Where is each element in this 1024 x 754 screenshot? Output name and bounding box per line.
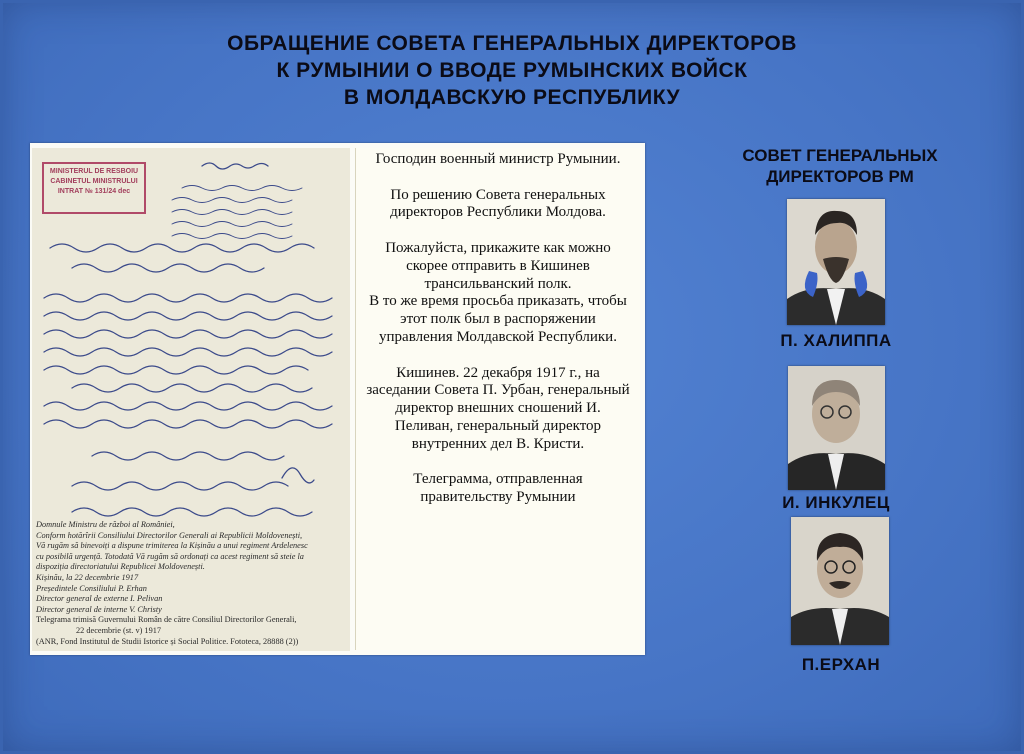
member-name-2: И. ИНКУЛЕЦ bbox=[782, 493, 890, 512]
council-heading: СОВЕТ ГЕНЕРАЛЬНЫХ ДИРЕКТОРОВ РМ bbox=[742, 146, 938, 186]
translation-paragraph-3: Пожалуйста, прикажите как можно скорее отправить в Кишинев трансильванский полк. bbox=[385, 239, 611, 292]
telegram-scan-image bbox=[32, 148, 350, 651]
portrait-halippa-image bbox=[787, 199, 885, 325]
translation-paragraph-2: По решению Совета генеральных директоров Республики Молдова. bbox=[390, 186, 606, 221]
portrait-inculet-image bbox=[788, 366, 885, 490]
translation-paragraph-4: В то же время просьба приказать, чтобы этот полк был в распоряжении управления Молдавской Республики. bbox=[369, 293, 627, 345]
telegram-transcription: Domnule Ministru de război al României, Conform hotărîrii Consiliului Directorilor Generali ai Republicii Moldovenești, Vă rugăm să binevoiți a dispune trimiterea la Kișinău a unui regiment Ardelenesc cu posibilă urgență. Totodată Vă rugăm să ordonați ca acest regiment să steie la dispoziția directoriatului Republicei Moldovenești. Kișinău, la 22 decembrie 1917 Președintele Consiliului P. Erhan Director general de externe I. Pelivan Director general de interne V. Christy Telegrama trimisă Guvernului Român de către Consiliul Directorilor Generali, 22 decembrie (st. v) 1917 (ANR, Fond Institutul de Studii Istorice și Social Politice. Fototeca, 28888 (2)) bbox=[36, 520, 308, 646]
member-name-1: П. ХАЛИППА bbox=[780, 331, 892, 350]
portrait-erhan-image bbox=[791, 517, 889, 645]
translation-paragraph-1: Господин военный министр Румынии. bbox=[375, 151, 621, 167]
translation-paragraph-5: Кишинев. 22 декабря 1917 г., на заседании Совета П. Урбан, генеральный директор внешних сношений И. Пеливан, генеральный директор внутренних дел В. Кристи. bbox=[366, 364, 630, 452]
title-line-1: ОБРАЩЕНИЕ СОВЕТА ГЕНЕРАЛЬНЫХ ДИРЕКТОРОВ bbox=[227, 32, 797, 55]
slide-title bbox=[0, 30, 1024, 111]
russian-translation bbox=[355, 148, 640, 650]
title-line-2: К РУМЫНИИ О ВВОДЕ РУМЫНСКИХ ВОЙСК bbox=[276, 59, 748, 82]
portrait-erhan bbox=[791, 517, 889, 645]
portrait-halippa bbox=[787, 199, 885, 325]
portrait-inculet bbox=[788, 366, 885, 490]
member-name-3: П.ЕРХАН bbox=[801, 655, 881, 674]
translation-paragraph-6: Телеграмма, отправленная правительству Румынии bbox=[413, 471, 583, 506]
ministry-stamp: MINISTERUL DE RESBOIU CABINETUL MINISTRULUI INTRAT № 131/24 dec bbox=[42, 162, 146, 214]
title-line-3: В МОЛДАВСКУЮ РЕСПУБЛИКУ bbox=[343, 86, 681, 109]
